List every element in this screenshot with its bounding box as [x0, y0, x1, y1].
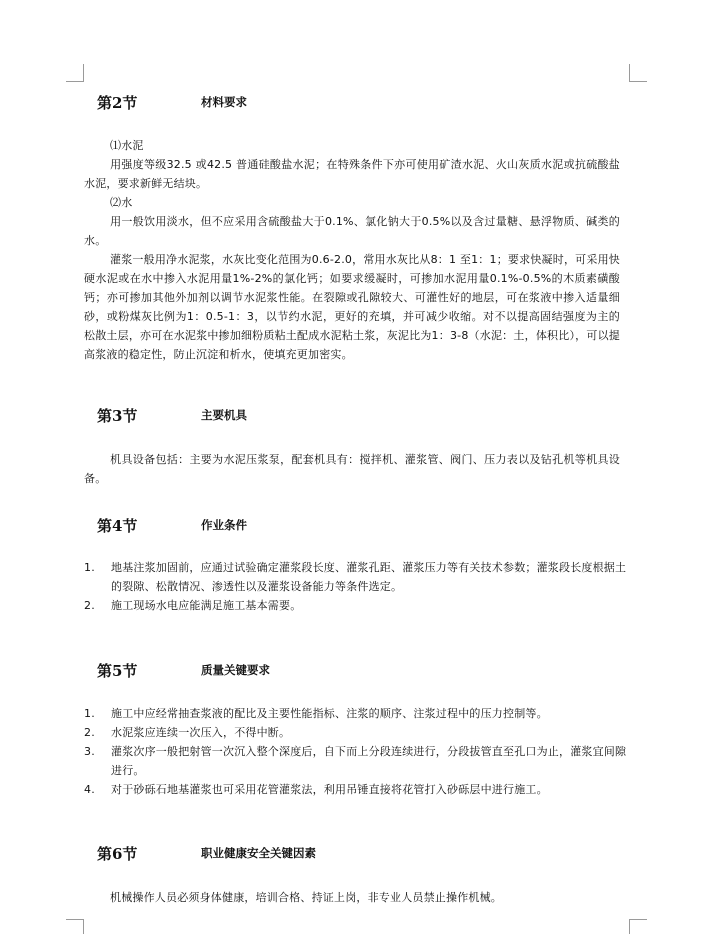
list-text: 灌浆次序一般把射管一次沉入整个深度后，自下而上分段连续进行，分段拔管直至孔口为止，灌浆宜间隙进行。: [111, 745, 627, 777]
section-number: 第2节: [97, 94, 138, 112]
section-number: 第6节: [97, 845, 138, 863]
list-number: 3.: [84, 745, 95, 758]
paragraph: ⑵水: [110, 196, 133, 209]
paragraph: 机械操作人员必须身体健康，培训合格、持证上岗，非专业人员禁止操作机械。: [110, 891, 502, 904]
section-title: 作业条件: [201, 518, 247, 532]
paragraph: ⑴水泥: [110, 139, 144, 152]
crop-mark-bottom-right: [629, 919, 647, 934]
list-text: 对于砂砾石地基灌浆也可采用花管灌浆法，利用吊锤直接将花管打入砂砾层中进行施工。: [111, 783, 548, 796]
paragraph: 灌浆一般用净水泥浆，水灰比变化范围为0.6-2.0，常用水灰比从8：1 至1：1；要求快凝时，可采用快硬水泥或在水中掺入水泥用量1%-2%的氯化钙；如要求缓凝时，可掺加水泥用量0.1%-0.5%的木质素磺酸钙；亦可掺加其他外加剂以调节水泥浆性能。在裂隙或孔隙较大、可灌性好的地层，可在浆液中掺入适量细砂，或粉煤灰比例为1：0.5-1：3，以节约水泥，更好的充填，并可减少收缩。对不以提高固结强度为主的松散土层，亦可在水泥浆中掺加细粉质粘土配成水泥粘土浆，灰泥比为1：3-8（水泥：土，体积比），可以提高浆液的稳定性，防止沉淀和析水，使填充更加密实。: [84, 253, 620, 361]
paragraph: 用一般饮用淡水，但不应采用含硫酸盐大于0.1%、氯化钠大于0.5%以及含过量糖、悬浮物质、碱类的水。: [84, 215, 620, 247]
list-number: 4.: [84, 783, 95, 796]
section-title: 主要机具: [201, 408, 247, 422]
list-number: 2.: [84, 726, 95, 739]
crop-mark-top-right: [629, 64, 647, 82]
section-title: 质量关键要求: [201, 663, 270, 677]
list-number: 1.: [84, 707, 95, 720]
section-number: 第3节: [97, 407, 138, 425]
section-number: 第4节: [97, 517, 138, 535]
list-text: 水泥浆应连续一次压入，不得中断。: [111, 726, 291, 739]
crop-mark-bottom-left: [66, 919, 84, 934]
list-text: 施工中应经常抽查浆液的配比及主要性能指标、注浆的顺序、注浆过程中的压力控制等。: [111, 707, 548, 720]
crop-mark-top-left: [66, 64, 84, 82]
section-number: 第5节: [97, 662, 138, 680]
list-text: 地基注浆加固前，应通过试验确定灌浆段长度、灌浆孔距、灌浆压力等有关技术参数；灌浆段长度根据土的裂隙、松散情况、渗透性以及灌浆设备能力等条件选定。: [111, 561, 627, 593]
paragraph: 机具设备包括：主要为水泥压浆泵，配套机具有：搅拌机、灌浆管、阀门、压力表以及钻孔机等机具设备。: [84, 453, 620, 485]
list-text: 施工现场水电应能满足施工基本需要。: [111, 599, 302, 612]
paragraph: 用强度等级32.5 或42.5 普通硅酸盐水泥；在特殊条件下亦可使用矿渣水泥、火山灰质水泥或抗硫酸盐水泥，要求新鲜无结块。: [84, 158, 620, 190]
list-number: 1.: [84, 561, 95, 574]
section-title: 材料要求: [201, 95, 247, 109]
section-title: 职业健康安全关键因素: [201, 846, 316, 860]
list-number: 2.: [84, 599, 95, 612]
